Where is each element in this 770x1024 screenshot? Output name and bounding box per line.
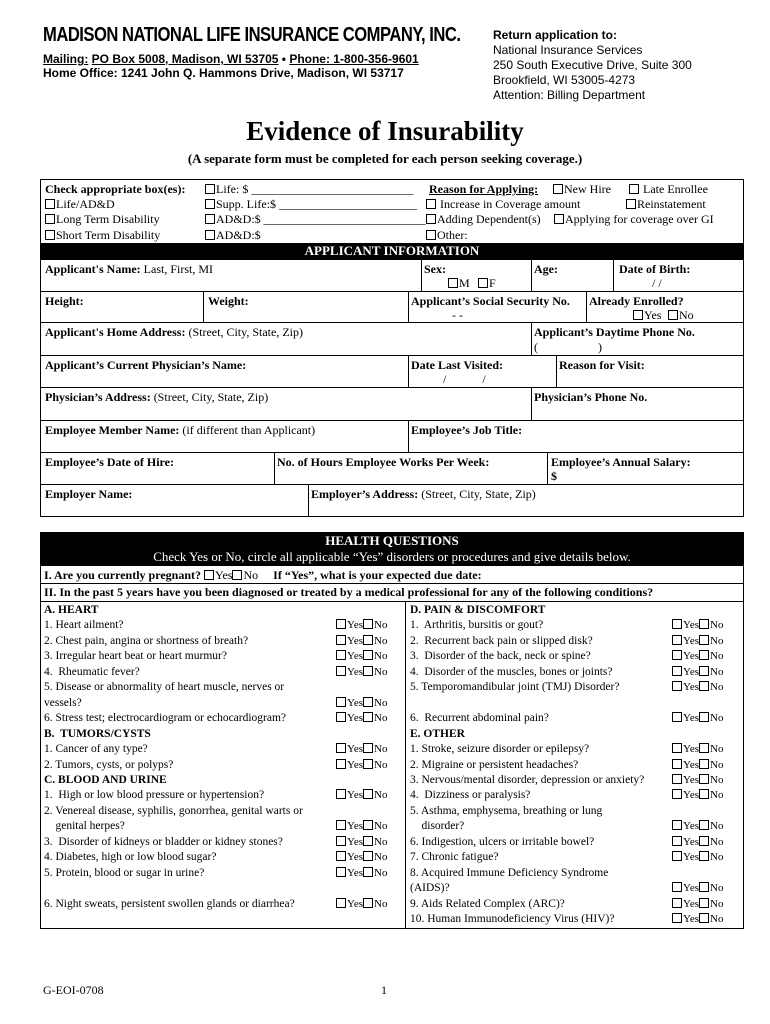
condition-question: 2. Migraine or persistent headaches?: [410, 758, 579, 771]
no-label: No: [374, 665, 388, 678]
checkbox-icon[interactable]: [45, 199, 55, 209]
checkbox-icon[interactable]: [336, 851, 346, 861]
bullet-icon: •: [281, 52, 286, 66]
no-label: No: [374, 866, 388, 879]
section-heading: C. BLOOD AND URINE: [44, 773, 167, 786]
page-number: 1: [381, 983, 387, 997]
yes-label: Yes: [683, 789, 700, 802]
section-heading: B. TUMORS/CYSTS: [44, 727, 151, 740]
dob-separators: / /: [652, 276, 662, 290]
checkbox-icon[interactable]: [699, 743, 709, 753]
condition-question: 1. Arthritis, bursitis or gout?: [410, 619, 544, 632]
no-label: No: [710, 712, 724, 725]
checkbox-icon[interactable]: [633, 310, 643, 320]
checkbox-icon[interactable]: [699, 774, 709, 784]
yes-label: Yes: [683, 712, 700, 725]
checkbox-icon[interactable]: [672, 774, 682, 784]
checkbox-icon[interactable]: [699, 681, 709, 691]
checkbox-icon[interactable]: [699, 851, 709, 861]
yes-label: Yes: [347, 820, 364, 833]
condition-question: 3. Irregular heart beat or heart murmur?: [44, 650, 227, 663]
section-heading: D. PAIN & DISCOMFORT: [410, 604, 546, 616]
return-line-3: Brookfield, WI 53005-4273: [493, 73, 636, 87]
health-header: [40, 532, 744, 566]
condition-question: 3. Disorder of the back, neck or spine?: [410, 650, 591, 663]
yes-no-options[interactable]: [336, 788, 387, 802]
checkbox-icon[interactable]: [699, 666, 709, 676]
daytime-phone-label: Applicant’s Daytime Phone No.: [534, 325, 695, 339]
yes-no-options[interactable]: [336, 665, 387, 679]
checkbox-icon[interactable]: [699, 820, 709, 830]
yes-label: Yes: [347, 650, 364, 663]
yes-no-options[interactable]: [672, 634, 723, 648]
checkbox-icon[interactable]: [363, 650, 373, 660]
checkbox-icon[interactable]: [363, 619, 373, 629]
yes-no-options[interactable]: [672, 680, 723, 694]
pregnancy-question: I. Are you currently pregnant? Yes No If “Yes”, what is your expected due date:: [44, 568, 482, 582]
reason-new-hire[interactable]: New Hire: [553, 182, 611, 197]
condition-question: genital herpes?: [44, 820, 125, 833]
mailing-line: [43, 52, 419, 66]
checkbox-icon[interactable]: [363, 635, 373, 645]
no-label: No: [374, 712, 388, 725]
weight-label: Weight:: [208, 294, 249, 308]
condition-question: 4. Diabetes, high or low blood sugar?: [44, 851, 217, 864]
yes-label: Yes: [683, 665, 700, 678]
hours-label: No. of Hours Employee Works Per Week:: [277, 455, 490, 469]
checkbox-icon[interactable]: [426, 199, 436, 209]
no-label: No: [710, 789, 724, 802]
checkbox-icon[interactable]: [672, 712, 682, 722]
return-line-4: Attention: Billing Department: [493, 88, 646, 102]
salary-label: Employee’s Annual Salary:: [551, 455, 691, 469]
yes-no-options[interactable]: [336, 897, 387, 911]
reason-reinstatement[interactable]: Reinstatement: [626, 197, 706, 212]
yes-no-options[interactable]: [672, 881, 723, 895]
condition-question: 4. Dizziness or paralysis?: [410, 789, 531, 802]
checkbox-icon[interactable]: [448, 278, 458, 288]
checkbox-icon[interactable]: [668, 310, 678, 320]
yes-label: Yes: [347, 866, 364, 879]
no-label: No: [374, 851, 388, 864]
condition-question: 4. Rheumatic fever?: [44, 665, 140, 678]
yes-no-options[interactable]: [336, 711, 387, 725]
last-visit-separators: / /: [443, 372, 486, 386]
condition-question: 2. Tumors, cysts, or polyps?: [44, 758, 174, 771]
yes-no-options[interactable]: [672, 773, 723, 787]
reason-adding-dependents[interactable]: Adding Dependent(s): [426, 212, 541, 227]
reason-increase[interactable]: Increase in Coverage amount: [426, 197, 580, 212]
condition-question: 9. Aids Related Complex (ARC)?: [410, 897, 565, 910]
checkbox-icon[interactable]: [672, 913, 682, 923]
condition-question: 5. Disease or abnormality of heart muscle, nerves or: [44, 681, 285, 694]
checkbox-icon[interactable]: [336, 743, 346, 753]
no-label: No: [374, 897, 388, 910]
checkbox-icon[interactable]: [336, 867, 346, 877]
yes-no-options[interactable]: [336, 819, 387, 833]
checkbox-icon[interactable]: [699, 898, 709, 908]
yes-no-options[interactable]: [336, 634, 387, 648]
job-title-label: Employee’s Job Title:: [411, 423, 523, 437]
condition-question: 5. Protein, blood or sugar in urine?: [44, 866, 205, 879]
yes-no-options[interactable]: [336, 835, 387, 849]
checkbox-icon[interactable]: [672, 619, 682, 629]
yes-no-options[interactable]: [336, 618, 387, 632]
yes-label: Yes: [683, 851, 700, 864]
checkbox-icon[interactable]: [363, 759, 373, 769]
reason-other[interactable]: Other:: [426, 228, 468, 243]
checkbox-icon[interactable]: [363, 666, 373, 676]
coverage-supp-life-amount[interactable]: Supp. Life:$ _______________________: [205, 197, 417, 212]
no-label: No: [710, 897, 724, 910]
yes-label: Yes: [683, 897, 700, 910]
checkbox-icon[interactable]: [363, 898, 373, 908]
height-label: Height:: [45, 294, 84, 308]
checkbox-icon[interactable]: [336, 650, 346, 660]
checkbox-icon[interactable]: [699, 789, 709, 799]
checkbox-icon[interactable]: [205, 214, 215, 224]
coverage-option-life-add[interactable]: Life/AD&D: [45, 197, 115, 212]
no-label: No: [710, 773, 724, 786]
yes-label: Yes: [347, 758, 364, 771]
yes-label: Yes: [683, 820, 700, 833]
checkbox-icon[interactable]: [336, 898, 346, 908]
reason-heading: Reason for Applying:: [429, 182, 539, 196]
condition-question: 2. Venereal disease, syphilis, gonorrhea, genital warts or: [44, 804, 303, 817]
yes-label: Yes: [347, 851, 364, 864]
reason-visit-label: Reason for Visit:: [559, 358, 645, 372]
checkbox-icon[interactable]: [672, 836, 682, 846]
no-label: No: [374, 619, 388, 632]
physician-phone-label: Physician’s Phone No.: [534, 390, 648, 404]
reason-late-enrollee[interactable]: Late Enrollee: [629, 182, 708, 197]
sex-m-option[interactable]: M: [448, 276, 470, 290]
page-subtitle: (A separate form must be completed for each person seeking coverage.): [187, 151, 583, 166]
no-label: No: [710, 851, 724, 864]
no-label: No: [374, 650, 388, 663]
no-label: No: [710, 665, 724, 678]
return-line-2: 250 South Executive Drive, Suite 300: [493, 58, 692, 72]
checkbox-icon[interactable]: [672, 666, 682, 676]
yes-label: Yes: [683, 758, 700, 771]
condition-question: 5. Temporomandibular joint (TMJ) Disorder?: [410, 681, 620, 694]
enrolled-yes[interactable]: Yes: [633, 308, 661, 322]
condition-question: 6. Indigestion, ulcers or irritable bowel?: [410, 835, 595, 848]
checkbox-icon[interactable]: [336, 697, 346, 707]
yes-no-options[interactable]: [336, 850, 387, 864]
checkbox-icon[interactable]: [699, 619, 709, 629]
no-label: No: [710, 882, 724, 895]
yes-label: Yes: [347, 743, 364, 756]
yes-no-options[interactable]: [336, 758, 387, 772]
checkbox-icon[interactable]: [672, 820, 682, 830]
checkbox-icon[interactable]: [232, 570, 242, 580]
checkbox-icon[interactable]: [336, 712, 346, 722]
yes-no-options[interactable]: [336, 742, 387, 756]
no-label: No: [374, 696, 388, 709]
condition-question: 2. Recurrent back pain or slipped disk?: [410, 634, 593, 647]
checkbox-icon[interactable]: [672, 851, 682, 861]
checkbox-icon[interactable]: [699, 913, 709, 923]
reason-over-gi[interactable]: Applying for coverage over GI: [554, 212, 714, 227]
dob-label: Date of Birth:: [619, 262, 691, 276]
yes-no-options[interactable]: [672, 897, 723, 911]
applicant-info-header: APPLICANT INFORMATION: [40, 243, 744, 259]
condition-question: 1. Heart ailment?: [44, 619, 124, 632]
yes-label: Yes: [347, 665, 364, 678]
yes-no-options[interactable]: [336, 696, 387, 710]
no-label: No: [374, 835, 388, 848]
ssn-separators: - -: [452, 308, 463, 322]
conditions-question: II. In the past 5 years have you been diagnosed or treated by a medical professional for any of the following conditions?: [44, 585, 654, 599]
sex-f-option[interactable]: F: [478, 276, 496, 290]
home-address-field[interactable]: Applicant's Home Address: (Street, City, State, Zip): [45, 325, 304, 339]
return-line-1: National Insurance Services: [493, 43, 643, 57]
checkbox-icon[interactable]: [336, 666, 346, 676]
home-office: Home Office: 1241 John Q. Hammons Drive, Madison, WI 53717: [43, 66, 404, 80]
no-label: No: [710, 913, 724, 925]
ssn-label: Applicant’s Social Security No.: [411, 294, 570, 308]
yes-label: Yes: [347, 897, 364, 910]
yes-label: Yes: [683, 743, 700, 756]
no-label: No: [374, 820, 388, 833]
checkbox-icon[interactable]: [672, 882, 682, 892]
mailing-value: PO Box 5008, Madison, WI 53705: [91, 52, 279, 66]
yes-no-options[interactable]: [672, 912, 723, 926]
form-id: G-EOI-0708: [43, 983, 104, 997]
checkbox-icon[interactable]: [205, 184, 215, 194]
coverage-add-amount-2[interactable]: AD&D:$: [205, 228, 261, 243]
checkbox-icon[interactable]: [336, 619, 346, 629]
checkbox-icon[interactable]: [672, 789, 682, 799]
checkbox-icon[interactable]: [672, 898, 682, 908]
applicant-name-field[interactable]: Applicant's Name: Last, First, MI: [45, 262, 214, 276]
yes-label: Yes: [347, 696, 364, 709]
mailing-label: Mailing:: [43, 52, 89, 66]
yes-no-options[interactable]: [672, 618, 723, 632]
checkbox-icon[interactable]: [336, 836, 346, 846]
no-label: No: [710, 634, 724, 647]
coverage-heading: Check appropriate box(es):: [45, 182, 186, 196]
checkbox-icon[interactable]: [699, 712, 709, 722]
condition-question: (AIDS)?: [410, 882, 450, 895]
coverage-add-amount[interactable]: AD&D:$ ___________________________: [205, 212, 426, 227]
yes-no-options[interactable]: [672, 819, 723, 833]
checkbox-icon[interactable]: [699, 635, 709, 645]
yes-no-options[interactable]: [336, 866, 387, 880]
yes-label: Yes: [683, 913, 700, 925]
checkbox-icon[interactable]: [336, 759, 346, 769]
condition-question: 1. Cancer of any type?: [44, 743, 148, 756]
yes-no-options[interactable]: [672, 788, 723, 802]
checkbox-icon[interactable]: [672, 681, 682, 691]
daytime-phone-parens: ( ): [534, 340, 602, 354]
condition-question: 8. Acquired Immune Deficiency Syndrome: [410, 866, 609, 879]
health-header-title: HEALTH QUESTIONS: [325, 533, 459, 548]
checkbox-icon[interactable]: [363, 743, 373, 753]
condition-question: 6. Recurrent abdominal pain?: [410, 712, 549, 725]
checkbox-icon[interactable]: [336, 789, 346, 799]
checkbox-icon[interactable]: [363, 697, 373, 707]
yes-label: Yes: [347, 835, 364, 848]
checkbox-icon[interactable]: [699, 836, 709, 846]
no-label: No: [710, 758, 724, 771]
checkbox-icon[interactable]: [205, 230, 215, 240]
sex-label: Sex:: [424, 262, 446, 276]
condition-question: 6. Night sweats, persistent swollen glands or diarrhea?: [44, 897, 295, 910]
no-label: No: [710, 650, 724, 663]
no-label: No: [710, 743, 724, 756]
checkbox-icon[interactable]: [336, 820, 346, 830]
yes-label: Yes: [683, 634, 700, 647]
yes-no-options[interactable]: [672, 665, 723, 679]
yes-label: Yes: [683, 835, 700, 848]
checkbox-icon[interactable]: [699, 650, 709, 660]
yes-label: Yes: [683, 619, 700, 632]
age-label: Age:: [534, 262, 558, 276]
employer-address-field[interactable]: Employer’s Address: (Street, City, State, Zip): [311, 487, 536, 501]
condition-question: 10. Human Immunodeficiency Virus (HIV)?: [410, 913, 615, 925]
checkbox-icon[interactable]: [363, 712, 373, 722]
checkbox-icon[interactable]: [672, 650, 682, 660]
yes-label: Yes: [347, 634, 364, 647]
condition-question: 3. Disorder of kidneys or bladder or kidney stones?: [44, 835, 283, 848]
checkbox-icon[interactable]: [672, 743, 682, 753]
checkbox-icon[interactable]: [363, 851, 373, 861]
checkbox-icon[interactable]: [629, 184, 639, 194]
no-label: No: [710, 681, 724, 694]
company-phone: Phone: 1-800-356-9601: [289, 52, 419, 66]
yes-no-options[interactable]: [336, 649, 387, 663]
condition-question: 4. Disorder of the muscles, bones or joints?: [410, 665, 613, 678]
checkbox-icon[interactable]: [363, 836, 373, 846]
coverage-option-ltd[interactable]: Long Term Disability: [45, 212, 160, 227]
checkbox-icon[interactable]: [363, 789, 373, 799]
return-heading: Return application to:: [493, 28, 617, 42]
condition-question: 6. Stress test; electrocardiogram or echocardiogram?: [44, 712, 287, 725]
yes-no-options[interactable]: [672, 649, 723, 663]
yes-label: Yes: [347, 712, 364, 725]
condition-question: 3. Nervous/mental disorder, depression or anxiety?: [410, 773, 645, 786]
no-label: No: [710, 619, 724, 632]
enrolled-label: Already Enrolled?: [589, 294, 684, 308]
salary-dollar-sign: $: [551, 469, 557, 483]
yes-no-options[interactable]: [672, 850, 723, 864]
no-label: No: [374, 758, 388, 771]
yes-label: Yes: [347, 619, 364, 632]
employee-name-field[interactable]: Employee Member Name: (if different than Applicant): [45, 423, 316, 437]
checkbox-icon[interactable]: [478, 278, 488, 288]
checkbox-icon[interactable]: [426, 230, 436, 240]
condition-question: 1. Stroke, seizure disorder or epilepsy?: [410, 743, 590, 756]
no-label: No: [710, 820, 724, 833]
yes-label: Yes: [683, 773, 700, 786]
employer-name-label: Employer Name:: [45, 487, 133, 501]
company-name: MADISON NATIONAL LIFE INSURANCE COMPANY, INC.: [43, 24, 461, 46]
no-label: No: [374, 743, 388, 756]
section-heading: A. HEART: [44, 604, 99, 616]
no-label: No: [374, 789, 388, 802]
physician-name-label: Applicant’s Current Physician’s Name:: [45, 358, 247, 372]
yes-no-options[interactable]: [672, 758, 723, 772]
coverage-life-amount[interactable]: Life: $ ___________________________: [205, 182, 413, 197]
condition-question: vessels?: [44, 696, 82, 709]
yes-label: Yes: [683, 882, 700, 895]
no-label: No: [710, 835, 724, 848]
checkbox-icon[interactable]: [205, 199, 215, 209]
checkbox-icon[interactable]: [672, 635, 682, 645]
condition-question: 5. Asthma, emphysema, breathing or lung: [410, 804, 603, 817]
coverage-option-std[interactable]: Short Term Disability: [45, 228, 160, 243]
checkbox-icon[interactable]: [363, 820, 373, 830]
checkbox-icon[interactable]: [699, 759, 709, 769]
checkbox-icon[interactable]: [672, 759, 682, 769]
enrolled-no[interactable]: No: [668, 308, 694, 322]
condition-question: 7. Chronic fatigue?: [410, 851, 499, 864]
health-instructions: Check Yes or No, circle all applicable “Yes” disorders or procedures and give details below.: [153, 549, 631, 564]
no-label: No: [374, 634, 388, 647]
yes-label: Yes: [683, 681, 700, 694]
checkbox-icon[interactable]: [336, 635, 346, 645]
last-visit-label: Date Last Visited:: [411, 358, 503, 372]
checkbox-icon[interactable]: [45, 214, 55, 224]
hire-date-label: Employee’s Date of Hire:: [45, 455, 174, 469]
page-title: Evidence of Insurability: [246, 116, 524, 146]
yes-no-options[interactable]: [672, 711, 723, 725]
checkbox-icon[interactable]: [699, 882, 709, 892]
yes-no-options[interactable]: [672, 835, 723, 849]
yes-no-options[interactable]: [672, 742, 723, 756]
checkbox-icon[interactable]: [553, 184, 563, 194]
yes-label: Yes: [347, 789, 364, 802]
section-heading: E. OTHER: [410, 727, 465, 740]
condition-question: disorder?: [410, 820, 465, 833]
checkbox-icon[interactable]: [204, 570, 214, 580]
checkbox-icon[interactable]: [363, 867, 373, 877]
checkbox-icon[interactable]: [426, 214, 436, 224]
condition-question: 1. High or low blood pressure or hypertension?: [44, 789, 265, 802]
yes-label: Yes: [683, 650, 700, 663]
checkbox-icon[interactable]: [45, 230, 55, 240]
checkbox-icon[interactable]: [554, 214, 564, 224]
condition-question: 2. Chest pain, angina or shortness of breath?: [44, 634, 249, 647]
checkbox-icon[interactable]: [626, 199, 636, 209]
physician-address-field[interactable]: Physician’s Address: (Street, City, State, Zip): [45, 390, 269, 404]
